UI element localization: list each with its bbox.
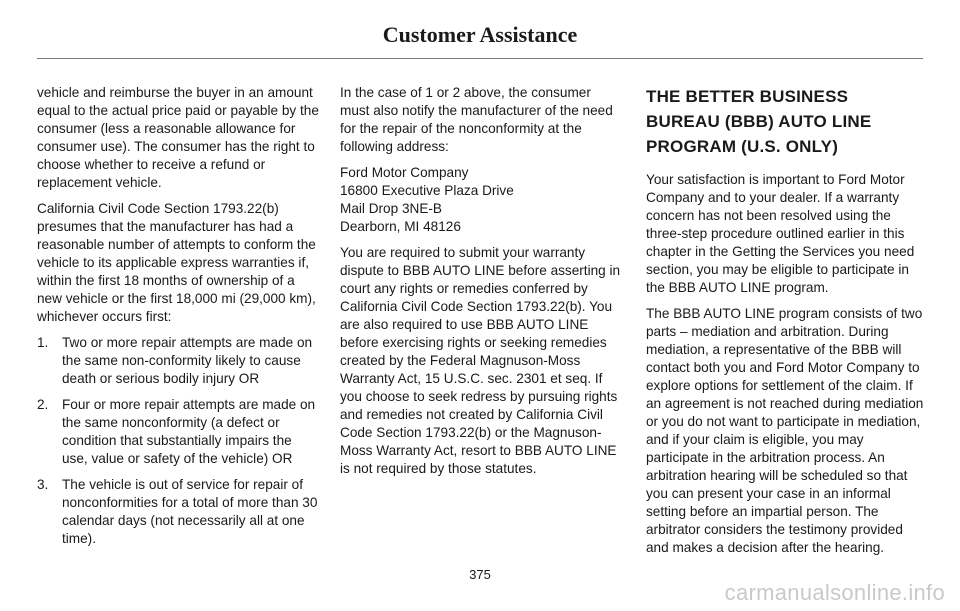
paragraph: vehicle and reimburse the buyer in an amount equal to the actual price paid or payable by the consumer (less a reasonable allowance for consumer use). The consumer has the right to choose whether to receive a refund or replacement vehicle. — [37, 85, 319, 190]
section-heading: THE BETTER BUSINESS BUREAU (BBB) AUTO LINE PROGRAM (U.S. ONLY) — [646, 87, 872, 156]
address-line: Ford Motor Company — [340, 165, 469, 180]
paragraph: California Civil Code Section 1793.22(b) presumes that the manufacturer has had a reasonable number of attempts to conform the vehicle to its applicable express warranties if, within the first 18 months of ownership of a new vehicle or the first 18,000 mi (29,000 km), whichever occurs first: — [37, 201, 316, 324]
paragraph: Your satisfaction is important to Ford Motor Company and to your dealer. If a warranty concern has not been resolved using the three-step procedure outlined earlier in this chapter in the Getting the Services you need section, you may be eligible to participate in the BBB AUTO LINE program. — [646, 172, 915, 295]
numbered-list — [37, 334, 319, 548]
page-header — [0, 0, 960, 62]
mailing-address — [340, 164, 624, 236]
address-line: 16800 Executive Plaza Drive — [340, 183, 514, 198]
watermark: carmanualsonline.info — [724, 580, 945, 605]
address-line: Dearborn, MI 48126 — [340, 219, 461, 234]
column-3 — [646, 84, 924, 565]
list-number: 1. — [37, 335, 49, 350]
header-divider — [37, 58, 923, 59]
paragraph: The BBB AUTO LINE program consists of two parts – mediation and arbitration. During mediation, a representative of the BBB will contact both you and Ford Motor Company to explore options for settlement of the claim. If an agreement is not reached during mediation or you do not want to participate in mediation, and if your claim is eligible, you may participate in the arbitration process. An arbitration hearing will be scheduled so that you can present your case in an informal setting before an impartial person. The arbitrator considers the testimony provided and makes a decision after the hearing. — [646, 306, 924, 555]
list-number: 3. — [37, 477, 49, 492]
list-item — [37, 476, 319, 548]
list-item — [37, 334, 319, 388]
column-1 — [37, 84, 319, 556]
page-number: 375 — [469, 567, 491, 582]
list-item-text: The vehicle is out of service for repair of nonconformities for a total of more than 30 calendar days (not necessarily all at one time). — [62, 477, 318, 546]
list-number: 2. — [37, 397, 49, 412]
paragraph: You are required to submit your warranty dispute to BBB AUTO LINE before asserting in court any rights or remedies conferred by California Civil Code Section 1793.22(b). You are also required to use BBB AUTO LINE before exercising rights or seeking remedies created by the Federal Magnuson-Moss Warranty Act, 15 U.S.C. sec. 2301 et seq. If you choose to seek redress by pursuing rights and remedies not created by California Civil Code Section 1793.22(b) or the Magnuson-Moss Warranty Act, resort to BBB AUTO LINE is not required by those statutes. — [340, 245, 621, 476]
paragraph: In the case of 1 or 2 above, the consumer must also notify the manufacturer of the need for the repair of the nonconformity at the following address: — [340, 85, 613, 154]
address-line: Mail Drop 3NE-B — [340, 201, 442, 216]
list-item — [37, 396, 319, 468]
list-item-text: Two or more repair attempts are made on the same non-conformity likely to cause death or serious bodily injury OR — [62, 335, 313, 386]
page-title: Customer Assistance — [382, 22, 578, 47]
column-2 — [340, 84, 624, 486]
list-item-text: Four or more repair attempts are made on the same nonconformity (a defect or condition that substantially impairs the use, value or safety of the vehicle) OR — [62, 397, 316, 466]
